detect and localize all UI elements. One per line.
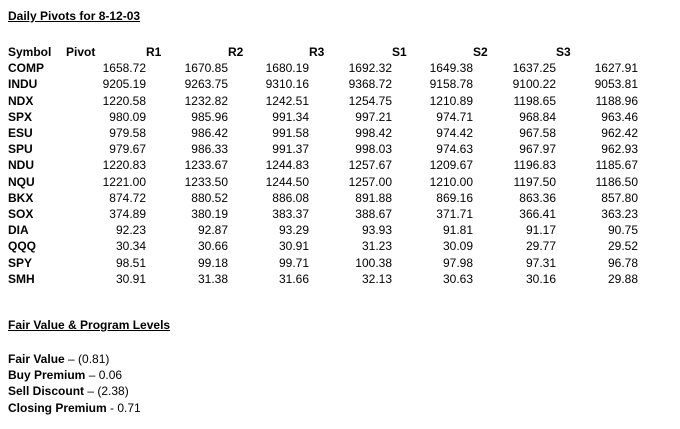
fair-value-label: Fair Value	[8, 352, 65, 366]
value-cell: 93.93	[361, 223, 392, 238]
table-row	[8, 125, 638, 141]
value-cell: 1680.19	[265, 61, 309, 76]
fair-value-label: Closing Premium	[8, 400, 107, 415]
fair-value-separator: -	[106, 400, 118, 415]
value-cell: 1242.51	[265, 93, 309, 108]
value-cell: 1232.82	[184, 93, 228, 108]
column-header-pivot: Pivot	[66, 45, 96, 60]
value-cell: 371.71	[436, 206, 473, 221]
value-cell: 96.78	[607, 255, 638, 270]
value-cell: 1209.67	[429, 158, 473, 173]
value-cell: 1257.00	[348, 174, 392, 189]
value-cell: 29.52	[607, 239, 638, 254]
table-row	[8, 76, 638, 92]
value-cell: 366.41	[519, 206, 556, 221]
symbol-cell: NQU	[8, 174, 35, 189]
table-row	[8, 238, 638, 254]
table-row	[8, 60, 638, 76]
fair-value-label: Buy Premium	[8, 368, 86, 383]
value-cell: 1198.65	[513, 93, 556, 108]
value-cell: 985.96	[191, 109, 228, 124]
table-row	[8, 109, 638, 125]
value-cell: 857.80	[601, 190, 638, 205]
value-cell: 1233.67	[184, 158, 228, 173]
value-cell: 29.88	[607, 271, 638, 286]
symbol-cell: NDU	[8, 158, 34, 173]
value-cell: 968.84	[519, 109, 556, 124]
value-cell: 31.38	[197, 271, 228, 286]
value-cell: 374.89	[109, 206, 146, 221]
fair-value-label: Sell Discount	[8, 384, 85, 399]
value-cell: 30.66	[197, 239, 228, 254]
value-cell: 9100.22	[512, 77, 556, 92]
symbol-cell: QQQ	[8, 239, 37, 254]
table-row	[8, 141, 638, 157]
value-cell: 9263.75	[184, 77, 228, 92]
value-cell: 963.46	[601, 109, 638, 124]
value-cell: 9368.72	[348, 77, 392, 92]
value-cell: 92.87	[197, 223, 228, 238]
value-cell: 380.19	[191, 206, 228, 221]
symbol-cell: SPU	[8, 142, 33, 157]
pivots-table	[8, 44, 638, 287]
value-cell: 30.91	[115, 271, 146, 286]
value-cell: 967.97	[519, 142, 556, 157]
symbol-cell: ESU	[8, 126, 33, 141]
value-cell: 1196.83	[513, 158, 556, 173]
value-cell: 29.77	[525, 239, 556, 254]
value-cell: 90.75	[607, 223, 638, 238]
value-cell: 1186.50	[595, 174, 638, 189]
value-cell: 1233.50	[184, 174, 228, 189]
value-cell: 1221.00	[102, 174, 146, 189]
value-cell: 93.29	[278, 223, 309, 238]
value-cell: 91.17	[525, 223, 556, 238]
symbol-cell: SOX	[8, 206, 34, 221]
fair-value-item	[8, 368, 141, 384]
value-cell: 980.09	[109, 109, 146, 124]
fair-value-value: 0.06	[98, 368, 123, 383]
value-cell: 9310.16	[265, 77, 309, 92]
table-row	[8, 254, 638, 270]
value-cell: 974.63	[436, 142, 473, 157]
table-row	[8, 271, 638, 287]
value-cell: 974.42	[436, 126, 473, 141]
value-cell: 979.67	[109, 142, 146, 157]
symbol-cell: COMP	[8, 61, 44, 76]
fair-value-separator: –	[64, 352, 79, 366]
value-cell: 1244.83	[265, 158, 309, 173]
value-cell: 880.52	[191, 190, 228, 205]
value-cell: 1220.83	[102, 158, 146, 173]
value-cell: 1210.89	[429, 93, 473, 108]
value-cell: 886.08	[272, 190, 309, 205]
value-cell: 388.67	[355, 206, 392, 221]
fair-value-value: (2.38)	[97, 384, 129, 399]
value-cell: 1210.00	[429, 174, 473, 189]
page-title: Daily Pivots for 8-12-03	[8, 9, 141, 23]
value-cell: 962.42	[601, 126, 638, 141]
symbol-cell: SPY	[8, 255, 33, 270]
value-cell: 30.16	[525, 271, 556, 286]
column-header-r1: R1	[146, 45, 162, 60]
value-cell: 9158.78	[429, 77, 473, 92]
value-cell: 98.51	[115, 255, 146, 270]
value-cell: 1244.50	[265, 174, 309, 189]
table-row	[8, 174, 638, 190]
value-cell: 998.42	[355, 126, 392, 141]
value-cell: 99.71	[278, 255, 309, 270]
symbol-cell: DIA	[8, 223, 29, 238]
value-cell: 9053.81	[594, 77, 638, 92]
value-cell: 1254.75	[348, 93, 392, 108]
value-cell: 997.21	[355, 109, 392, 124]
symbol-cell: NDX	[8, 93, 34, 108]
value-cell: 986.42	[191, 126, 228, 141]
value-cell: 30.34	[115, 239, 146, 254]
value-cell: 1637.25	[512, 61, 556, 76]
value-cell: 967.58	[519, 126, 556, 141]
value-cell: 991.34	[272, 109, 309, 124]
value-cell: 32.13	[361, 271, 392, 286]
value-cell: 31.66	[278, 271, 309, 286]
value-cell: 986.33	[191, 142, 228, 157]
column-header-r3: R3	[309, 45, 325, 60]
table-row	[8, 206, 638, 222]
column-header-symbol: Symbol	[8, 45, 52, 60]
column-header-s1: S1	[392, 45, 407, 60]
fair-value-value: (0.81)	[78, 352, 110, 366]
column-header-s3: S3	[556, 45, 571, 60]
value-cell: 891.88	[355, 190, 392, 205]
table-row	[8, 157, 638, 173]
symbol-cell: INDU	[8, 77, 38, 92]
value-cell: 30.91	[278, 239, 309, 254]
fair-value-heading: Fair Value & Program Levels	[8, 318, 171, 332]
value-cell: 1658.72	[102, 61, 146, 76]
table-row	[8, 93, 638, 109]
value-cell: 30.63	[442, 271, 473, 286]
value-cell: 962.93	[601, 142, 638, 157]
table-body	[8, 60, 638, 287]
value-cell: 100.38	[355, 255, 392, 270]
value-cell: 1649.38	[429, 61, 473, 76]
value-cell: 1670.85	[184, 61, 228, 76]
value-cell: 97.31	[525, 255, 556, 270]
value-cell: 31.23	[361, 239, 392, 254]
value-cell: 30.09	[442, 239, 473, 254]
value-cell: 869.16	[436, 190, 473, 205]
value-cell: 979.58	[109, 126, 146, 141]
fair-value-separator: –	[85, 368, 99, 383]
value-cell: 363.23	[601, 206, 638, 221]
value-cell: 91.81	[442, 223, 473, 238]
symbol-cell: SPX	[8, 109, 33, 124]
value-cell: 1185.67	[595, 158, 638, 173]
fair-value-item	[8, 352, 141, 368]
value-cell: 1220.58	[102, 93, 146, 108]
value-cell: 9205.19	[102, 77, 146, 92]
fair-value-item	[8, 384, 141, 400]
value-cell: 991.37	[272, 142, 309, 157]
fair-value-list	[8, 352, 141, 417]
value-cell: 92.23	[115, 223, 146, 238]
fair-value-item	[8, 401, 141, 417]
value-cell: 1197.50	[513, 174, 556, 189]
fair-value-separator: –	[84, 384, 98, 399]
value-cell: 383.37	[272, 206, 309, 221]
symbol-cell: BKX	[8, 190, 34, 205]
value-cell: 97.98	[442, 255, 473, 270]
value-cell: 974.71	[436, 109, 473, 124]
value-cell: 1692.32	[348, 61, 392, 76]
fair-value-value: 0.71	[117, 400, 141, 415]
column-header-r2: R2	[228, 45, 244, 60]
value-cell: 991.58	[272, 126, 309, 141]
value-cell: 99.18	[197, 255, 228, 270]
value-cell: 1188.96	[595, 93, 638, 108]
value-cell: 1627.91	[594, 61, 638, 76]
table-row	[8, 222, 638, 238]
table-header-row	[8, 44, 638, 60]
value-cell: 863.36	[519, 190, 556, 205]
value-cell: 1257.67	[348, 158, 392, 173]
symbol-cell: SMH	[8, 271, 35, 286]
table-row	[8, 190, 638, 206]
column-header-s2: S2	[473, 45, 488, 60]
value-cell: 874.72	[109, 190, 146, 205]
value-cell: 998.03	[355, 142, 392, 157]
